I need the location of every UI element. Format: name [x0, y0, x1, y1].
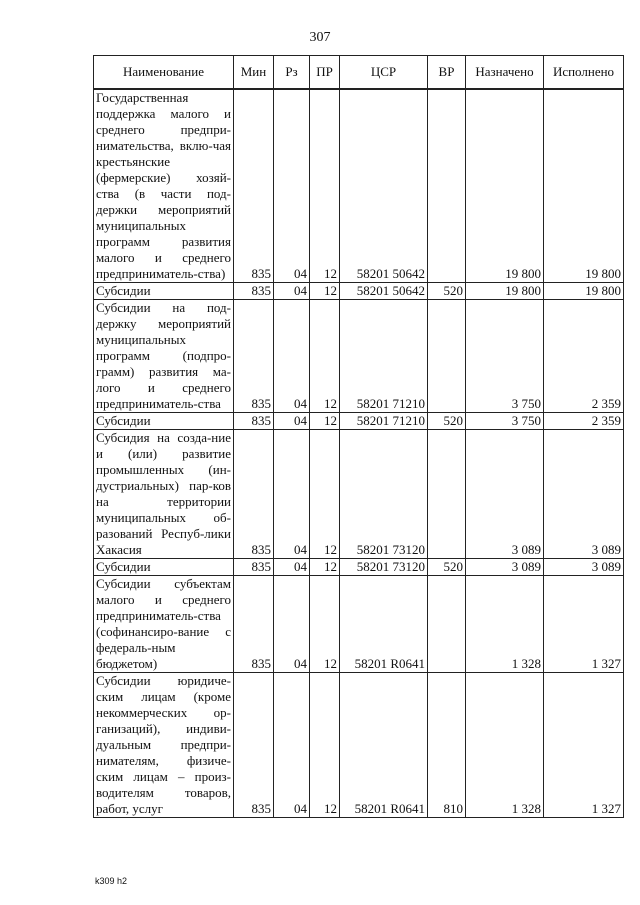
header-min: Мин — [234, 56, 274, 90]
row-assigned: 19 800 — [466, 89, 544, 283]
row-vr — [428, 300, 466, 413]
row-pr: 12 — [310, 89, 340, 283]
row-min: 835 — [234, 430, 274, 559]
row-rz: 04 — [274, 283, 310, 300]
row-executed: 2 359 — [544, 413, 624, 430]
row-rz: 04 — [274, 300, 310, 413]
row-executed: 3 089 — [544, 559, 624, 576]
row-min: 835 — [234, 283, 274, 300]
table-header-row — [94, 56, 624, 90]
header-pr: ПР — [310, 56, 340, 90]
row-vr: 520 — [428, 559, 466, 576]
row-executed: 1 327 — [544, 576, 624, 673]
footer-code: k309 h2 — [95, 876, 128, 886]
row-name: Субсидии юридиче-ским лицам (кроме некоммерческих ор-ганизаций), индиви-дуальным предпри-нимателям, физиче-ским лицам – произ-водителям товаров, работ, услуг — [94, 673, 234, 818]
row-min: 835 — [234, 89, 274, 283]
row-csr: 58201 50642 — [340, 283, 428, 300]
row-assigned: 1 328 — [466, 576, 544, 673]
row-min: 835 — [234, 413, 274, 430]
table-row — [94, 430, 624, 559]
row-pr: 12 — [310, 576, 340, 673]
row-name: Субсидии субъектам малого и среднего предприниматель-ства (софинансиро-вание с федераль-ным бюджетом) — [94, 576, 234, 673]
header-name: Наименование — [94, 56, 234, 90]
row-assigned: 19 800 — [466, 283, 544, 300]
row-assigned: 3 750 — [466, 413, 544, 430]
row-executed: 1 327 — [544, 673, 624, 818]
row-assigned: 3 750 — [466, 300, 544, 413]
row-vr: 810 — [428, 673, 466, 818]
header-rz: Рз — [274, 56, 310, 90]
row-csr: 58201 73120 — [340, 430, 428, 559]
table-row — [94, 89, 624, 283]
row-csr: 58201 73120 — [340, 559, 428, 576]
row-vr — [428, 89, 466, 283]
row-rz: 04 — [274, 89, 310, 283]
row-min: 835 — [234, 673, 274, 818]
row-pr: 12 — [310, 300, 340, 413]
page-number: 307 — [309, 30, 331, 45]
row-csr: 58201 71210 — [340, 300, 428, 413]
header-executed: Исполнено — [544, 56, 624, 90]
row-name: Субсидия на созда-ние и (или) развитие промышленных (ин-дустриальных) пар-ков на территории муниципальных об-разований Респуб-лики Хакасия — [94, 430, 234, 559]
row-executed: 19 800 — [544, 283, 624, 300]
row-rz: 04 — [274, 559, 310, 576]
row-rz: 04 — [274, 413, 310, 430]
table-row — [94, 559, 624, 576]
row-executed: 3 089 — [544, 430, 624, 559]
row-csr: 58201 R0641 — [340, 673, 428, 818]
row-csr: 58201 R0641 — [340, 576, 428, 673]
row-min: 835 — [234, 559, 274, 576]
header-assigned: Назначено — [466, 56, 544, 90]
row-pr: 12 — [310, 413, 340, 430]
row-vr — [428, 576, 466, 673]
row-pr: 12 — [310, 559, 340, 576]
row-name: Субсидии — [94, 283, 234, 300]
row-csr: 58201 50642 — [340, 89, 428, 283]
row-rz: 04 — [274, 576, 310, 673]
table-row — [94, 576, 624, 673]
row-name: Субсидии — [94, 413, 234, 430]
row-assigned: 1 328 — [466, 673, 544, 818]
row-pr: 12 — [310, 673, 340, 818]
table-row — [94, 413, 624, 430]
row-vr: 520 — [428, 413, 466, 430]
row-vr: 520 — [428, 283, 466, 300]
header-csr: ЦСР — [340, 56, 428, 90]
row-name: Субсидии — [94, 559, 234, 576]
row-vr — [428, 430, 466, 559]
row-assigned: 3 089 — [466, 430, 544, 559]
row-min: 835 — [234, 576, 274, 673]
row-assigned: 3 089 — [466, 559, 544, 576]
table-row — [94, 300, 624, 413]
row-name: Государственная поддержка малого и среднего предпри-нимательства, вклю-чая крестьянские (фермерские) хозяй-ства (в части под-держки мероприятий муниципальных программ развития малого и среднего предприниматель-ства) — [94, 89, 234, 283]
row-executed: 19 800 — [544, 89, 624, 283]
row-csr: 58201 71210 — [340, 413, 428, 430]
row-rz: 04 — [274, 673, 310, 818]
header-vr: ВР — [428, 56, 466, 90]
table-row — [94, 283, 624, 300]
budget-table — [93, 55, 624, 818]
table-row — [94, 673, 624, 818]
row-min: 835 — [234, 300, 274, 413]
row-rz: 04 — [274, 430, 310, 559]
row-executed: 2 359 — [544, 300, 624, 413]
row-pr: 12 — [310, 283, 340, 300]
row-pr: 12 — [310, 430, 340, 559]
row-name: Субсидии на под-держку мероприятий муниципальных программ (подпро-грамм) развития ма-лого и среднего предприниматель-ства — [94, 300, 234, 413]
